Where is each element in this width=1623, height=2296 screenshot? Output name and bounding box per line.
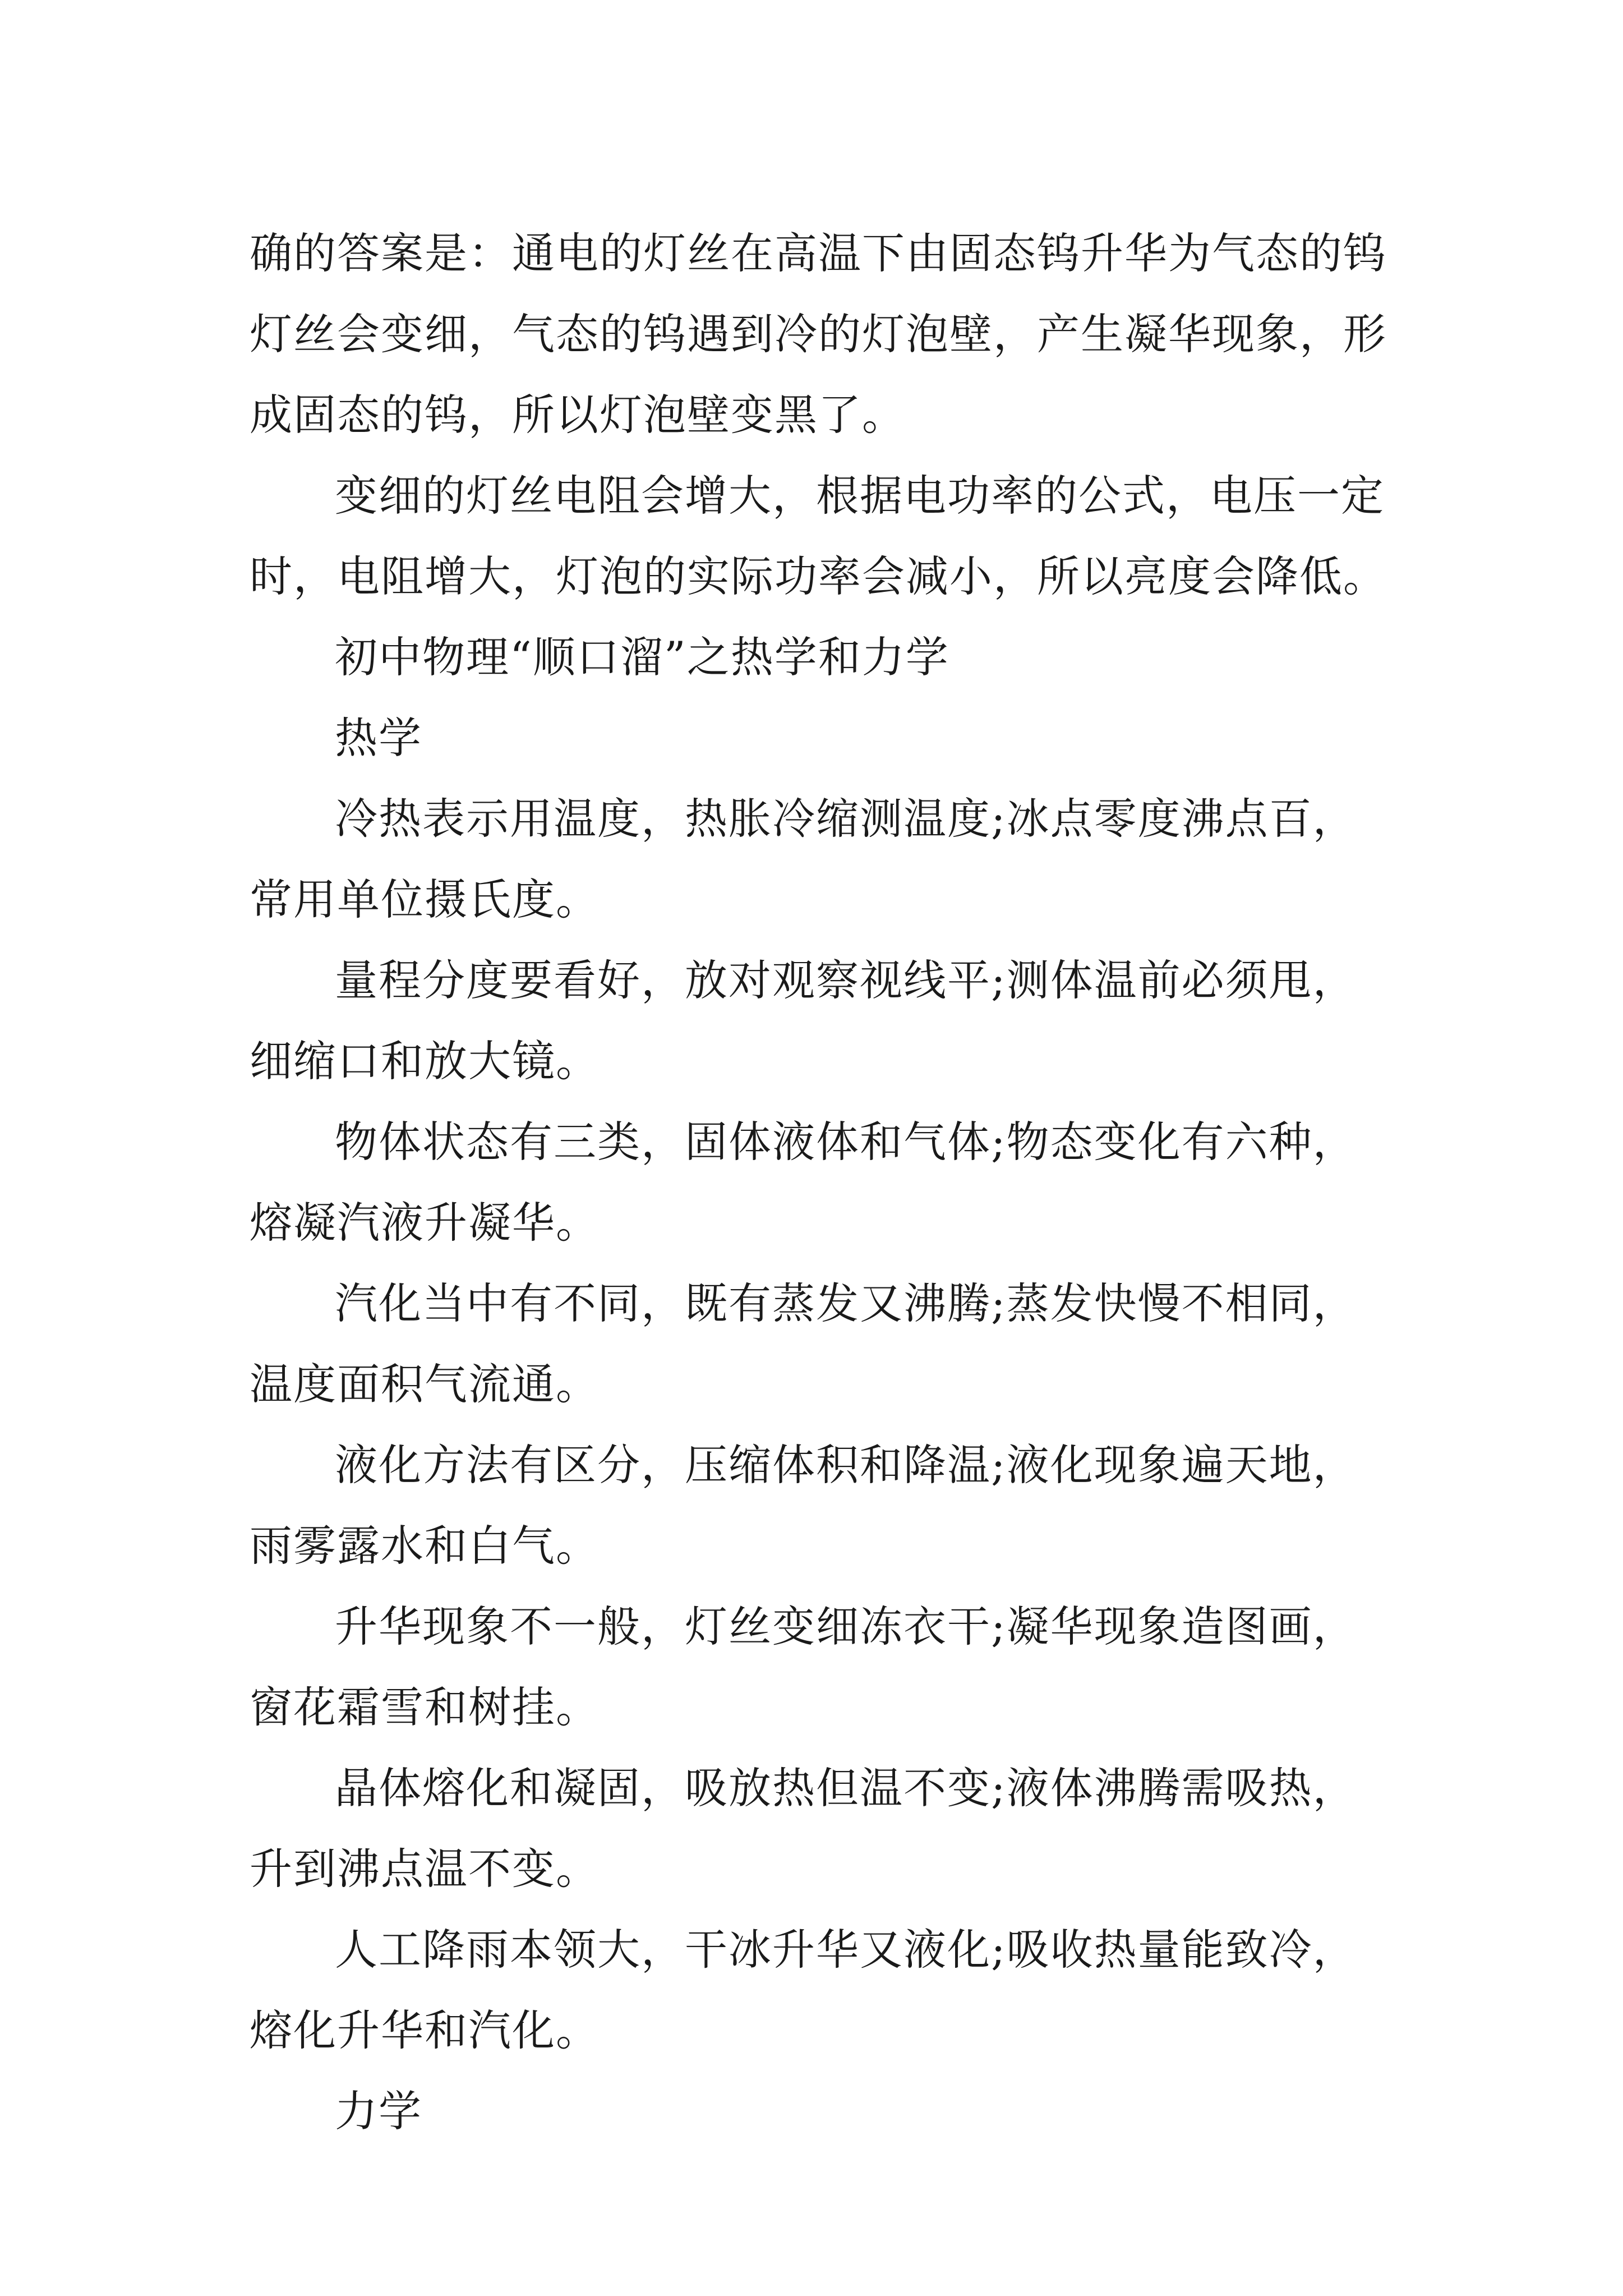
verse-temperature bbox=[250, 779, 1382, 940]
text-line: 窗花霜雪和树挂。 bbox=[250, 1682, 600, 1732]
text-line: 汽化当中有不同，既有蒸发又沸腾;蒸发快慢不相同， bbox=[335, 1278, 1357, 1328]
text-line: 确的答案是：通电的灯丝在高温下由固态钨升华为气态的钨 bbox=[250, 228, 1387, 278]
verse-states-of-matter bbox=[250, 1102, 1382, 1263]
section-heading-mechanics bbox=[250, 2071, 1382, 2152]
text-line: 升到沸点温不变。 bbox=[250, 1844, 600, 1894]
text-line: 力学 bbox=[335, 2086, 422, 2136]
paragraph-tungsten-sublimation bbox=[250, 213, 1387, 455]
text-line: 热学 bbox=[335, 713, 422, 763]
text-line: 熔凝汽液升凝华。 bbox=[250, 1198, 600, 1248]
text-line: 时，电阻增大，灯泡的实际功率会减小，所以亮度会降低。 bbox=[250, 551, 1387, 601]
text-line: 晶体熔化和凝固，吸放热但温不变;液体沸腾需吸热， bbox=[335, 1763, 1357, 1813]
paragraph-filament-resistance bbox=[250, 455, 1387, 617]
text-line: 初中物理“顺口溜”之热学和力学 bbox=[335, 632, 949, 682]
verse-vaporization bbox=[250, 1263, 1382, 1425]
verse-liquefaction bbox=[250, 1425, 1382, 1586]
text-line: 成固态的钨，所以灯泡壁变黑了。 bbox=[250, 390, 906, 440]
section-heading-rhymes bbox=[250, 617, 1382, 698]
verse-sublimation bbox=[250, 1586, 1382, 1748]
text-line: 冷热表示用温度，热胀冷缩测温度;冰点零度沸点百， bbox=[335, 794, 1357, 844]
text-line: 量程分度要看好，放对观察视线平;测体温前必须甩， bbox=[335, 955, 1357, 1005]
text-line: 熔化升华和汽化。 bbox=[250, 2005, 600, 2055]
text-line: 细缩口和放大镜。 bbox=[250, 1036, 600, 1086]
text-line: 升华现象不一般，灯丝变细冻衣干;凝华现象造图画， bbox=[335, 1602, 1357, 1651]
verse-thermometer bbox=[250, 940, 1382, 1102]
text-line: 液化方法有区分，压缩体积和降温;液化现象遍天地， bbox=[335, 1440, 1357, 1490]
text-line: 灯丝会变细，气态的钨遇到冷的灯泡壁，产生凝华现象，形 bbox=[250, 309, 1387, 359]
text-line: 物体状态有三类，固体液体和气体;物态变化有六种， bbox=[335, 1117, 1357, 1167]
verse-crystal-melting bbox=[250, 1748, 1382, 1910]
text-line: 人工降雨本领大，干冰升华又液化;吸收热量能致冷， bbox=[335, 1925, 1357, 1975]
text-line: 变细的灯丝电阻会增大，根据电功率的公式，电压一定 bbox=[335, 471, 1385, 521]
verse-artificial-rain bbox=[250, 1910, 1382, 2071]
document-body bbox=[250, 213, 1387, 2152]
text-line: 温度面积气流通。 bbox=[250, 1359, 600, 1409]
section-heading-thermal bbox=[250, 698, 1382, 779]
text-line: 雨雾露水和白气。 bbox=[250, 1521, 600, 1571]
text-line: 常用单位摄氏度。 bbox=[250, 875, 600, 924]
